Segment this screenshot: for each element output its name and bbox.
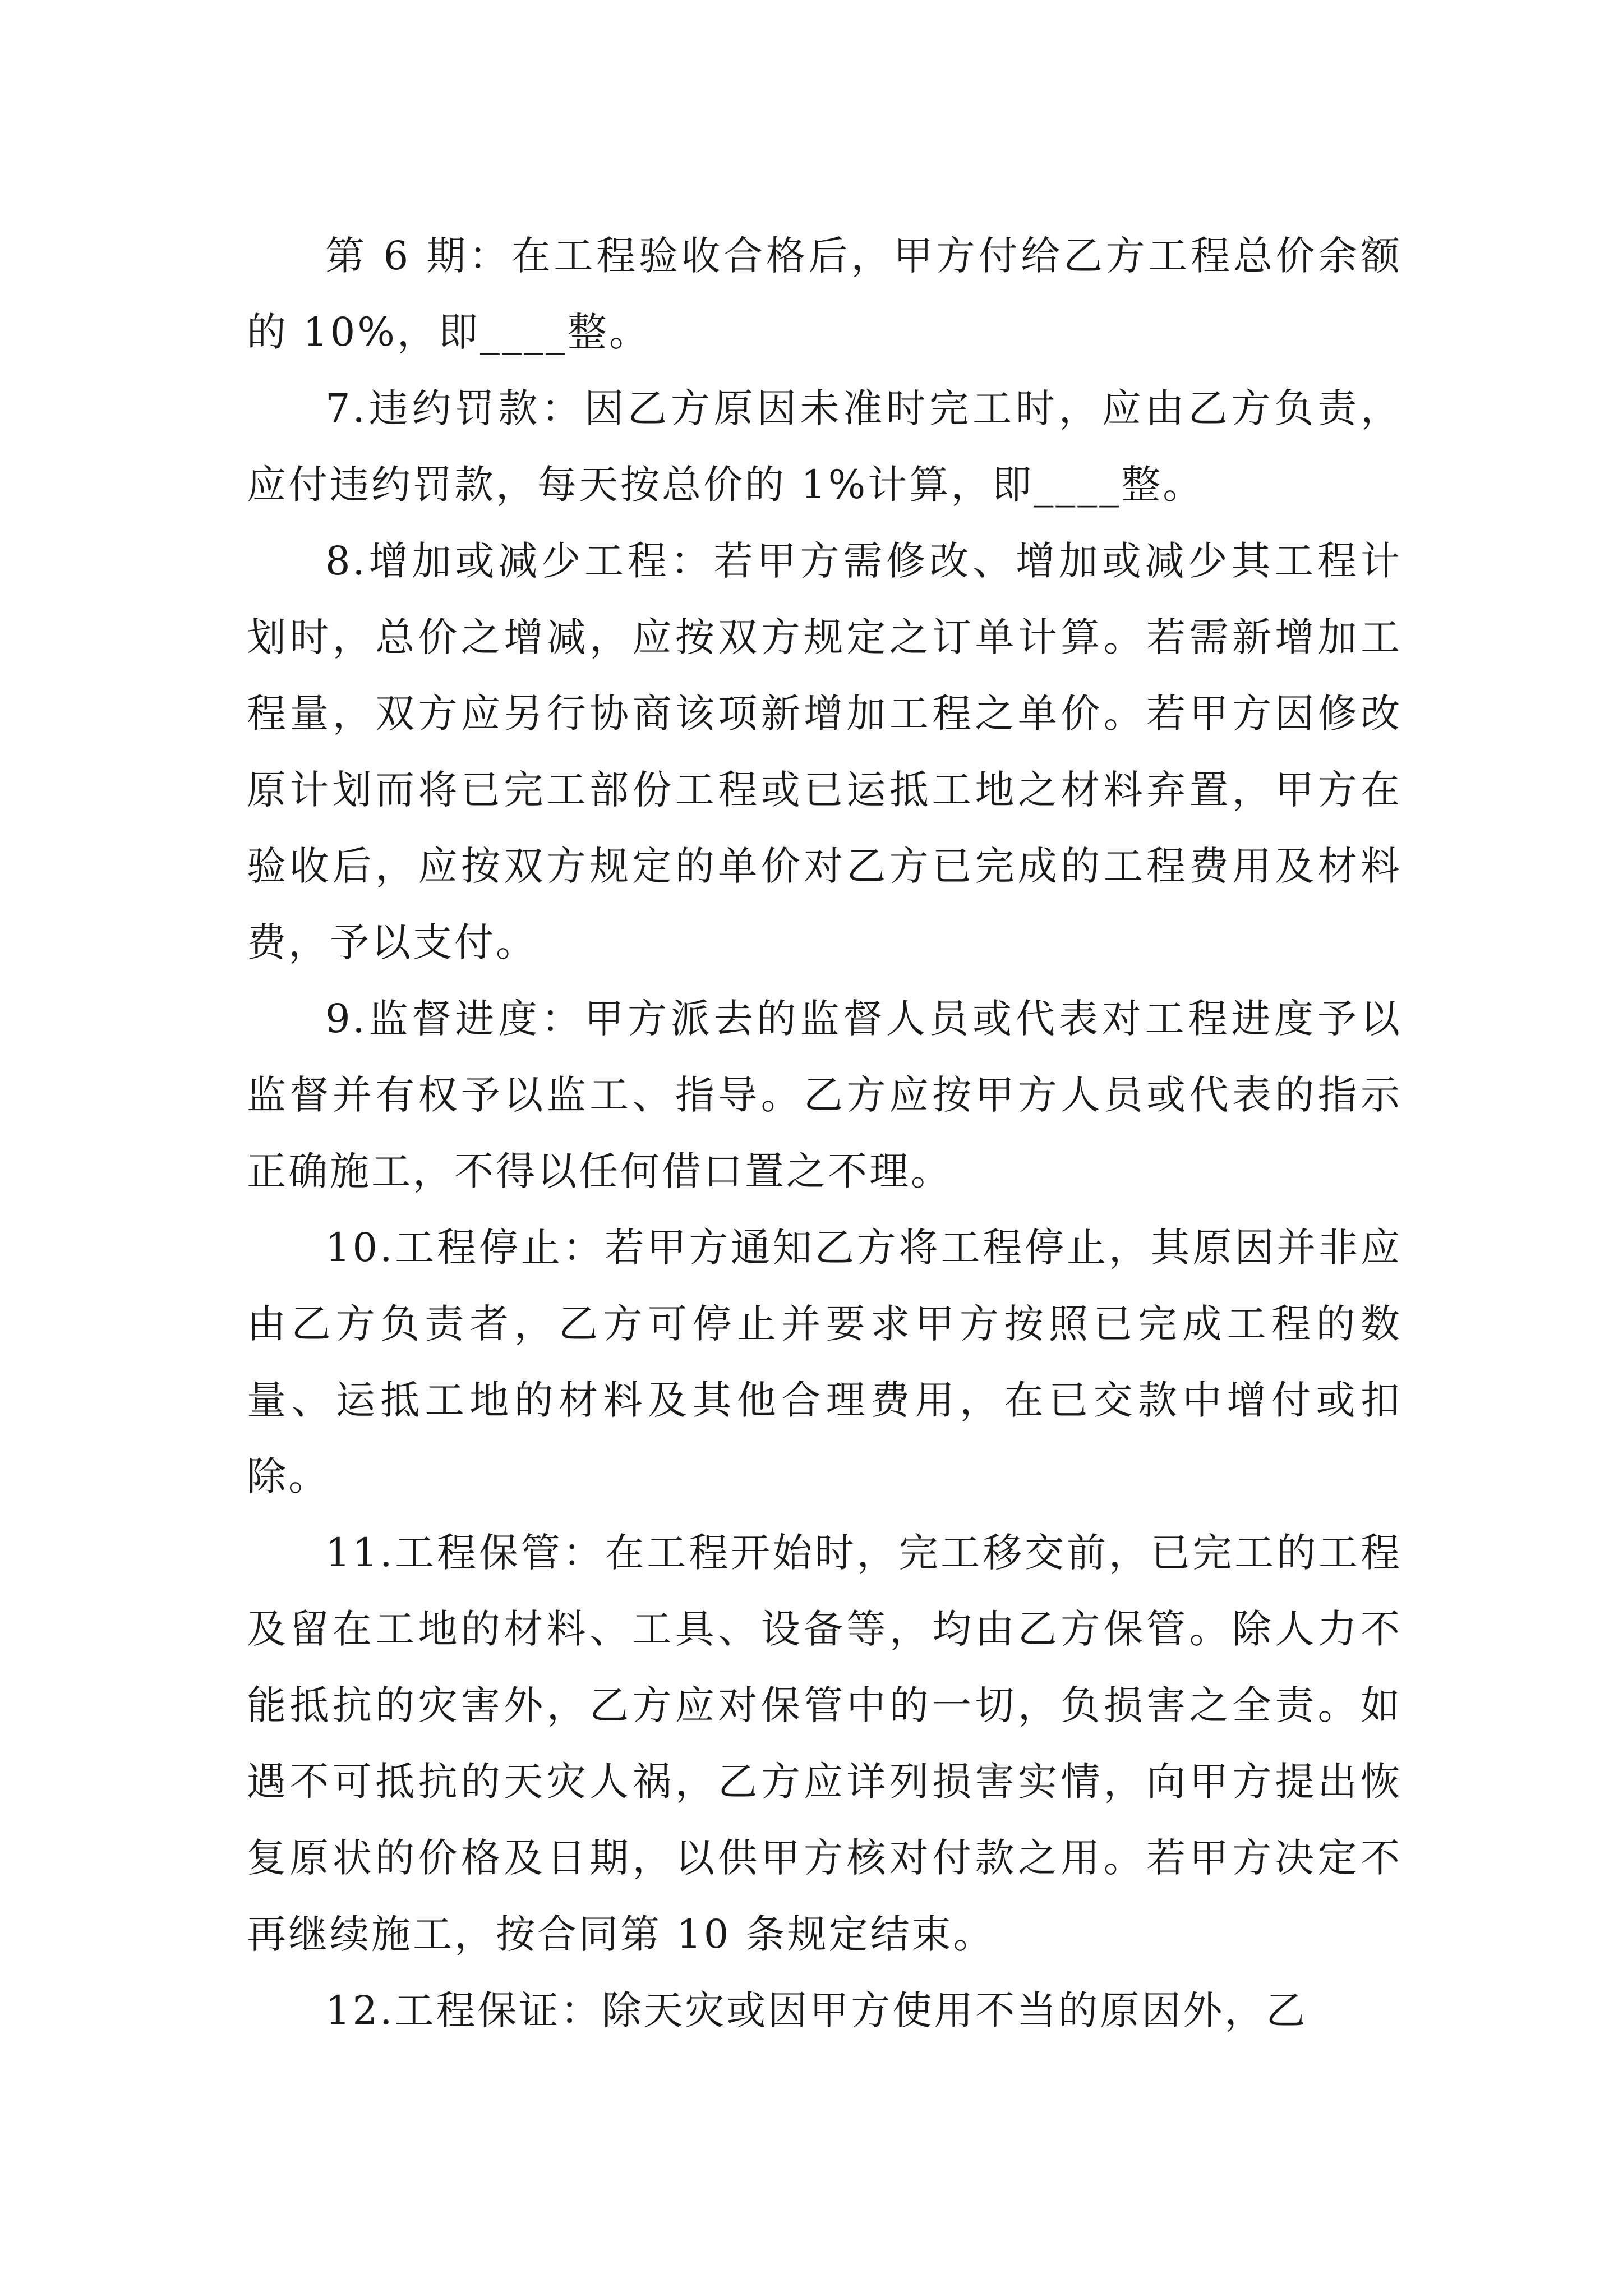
paragraph-clause-12-guarantee: 12.工程保证：除天灾或因甲方使用不当的原因外，乙	[325, 1987, 1308, 2033]
contract-body	[247, 218, 1402, 2049]
paragraph-clause-8-changes: 8.增加或减少工程：若甲方需修改、增加或减少其工程计划时，总价之增减，应按双方规定之订单计算。若需新增加工程量，双方应另行协商该项新增加工程之单价。若甲方因修改原计划而将已完工部份工程或已运抵工地之材料弃置，甲方在验收后，应按双方规定的单价对乙方已完成的工程费用及材料费，予以支付。	[247, 538, 1402, 965]
paragraph-payment-phase-6: 第 6 期：在工程验收合格后，甲方付给乙方工程总价余额的 10%，即____整。	[247, 233, 1402, 355]
paragraph-clause-9-supervision: 9.监督进度：甲方派去的监督人员或代表对工程进度予以监督并有权予以监工、指导。乙方应按甲方人员或代表的指示正确施工，不得以任何借口置之不理。	[247, 996, 1402, 1194]
paragraph-clause-10-stoppage: 10.工程停止：若甲方通知乙方将工程停止，其原因并非应由乙方负责者，乙方可停止并要求甲方按照已完成工程的数量、运抵工地的材料及其他合理费用，在已交款中增付或扣除。	[247, 1225, 1402, 1499]
paragraph-clause-7-penalty: 7.违约罚款：因乙方原因未准时完工时，应由乙方负责，应付违约罚款，每天按总价的 1%计算，即____整。	[247, 385, 1402, 508]
paragraph-clause-11-custody: 11.工程保管：在工程开始时，完工移交前，已完工的工程及留在工地的材料、工具、设备等，均由乙方保管。除人力不能抵抗的灾害外，乙方应对保管中的一切，负损害之全责。如遇不可抵抗的天灾人祸，乙方应详列损害实情，向甲方提出恢复原状的价格及日期，以供甲方核对付款之用。若甲方决定不再继续施工，按合同第 10 条规定结束。	[247, 1530, 1402, 1957]
